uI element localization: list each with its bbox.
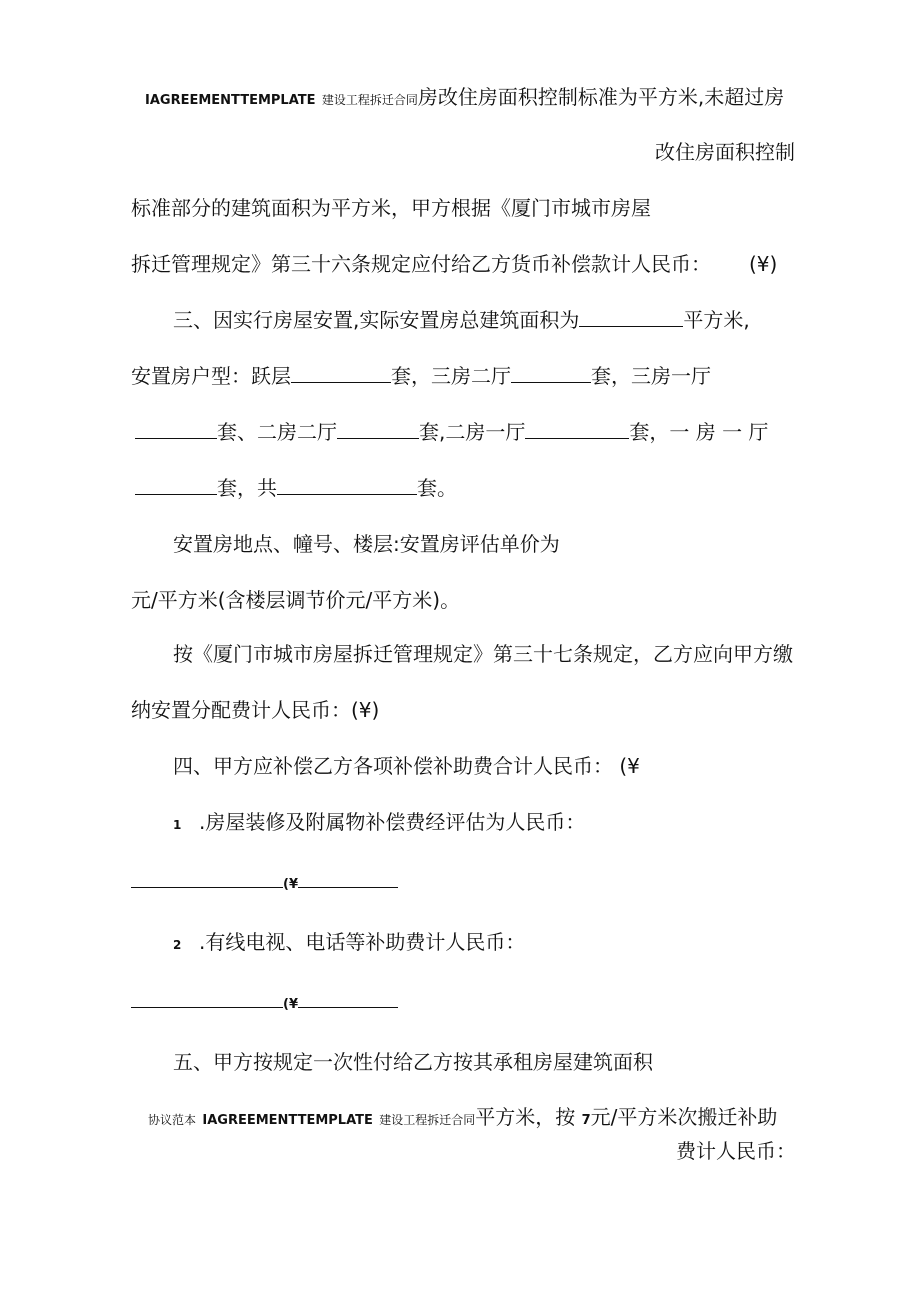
item-number: 1 — [173, 818, 182, 832]
blank-field — [511, 364, 591, 383]
header-text: 房改住房面积控制标准为平方米,未超过房 — [417, 85, 785, 109]
item-number: 2 — [173, 938, 182, 952]
blank-field — [131, 869, 283, 888]
list-item: 2 .有线电视、电话等补助费计人民币： — [173, 929, 525, 958]
footer-line: 协议范本 IAGREEMENTTEMPLATE 建设工程拆迁合同平方米，按 7元/平方米次搬迁补助 — [148, 1105, 778, 1129]
text-line: 改住房面积控制 — [655, 140, 795, 164]
text-line: 标准部分的建筑面积为平方米，甲方根据《厦门市城市房屋 — [131, 196, 651, 220]
text-line: 安置房户型：跃层 套，三房二厅 套，三房一厅 — [131, 364, 711, 388]
section-five: 五、甲方按规定一次性付给乙方按其承租房屋建筑面积 — [173, 1050, 653, 1074]
blank-field — [131, 989, 283, 1008]
text-line: 纳安置分配费计人民币：(¥) — [131, 698, 380, 722]
amount-line — [131, 988, 398, 1018]
template-label-en: IAGREEMENTTEMPLATE — [202, 1113, 373, 1128]
text-line: 按《厦门市城市房屋拆迁管理规定》第三十七条规定，乙方应向甲方缴 — [173, 642, 793, 666]
template-label-cn: 建设工程拆迁合同 — [379, 1113, 476, 1127]
blank-field — [579, 308, 683, 327]
template-label-cn: 建设工程拆迁合同 — [321, 93, 418, 107]
text-line: 元/平方米(含楼层调节价元/平方米)。 — [131, 588, 461, 612]
text-line: 安置房地点、幢号、楼层:安置房评估单价为 — [173, 532, 560, 556]
blank-field — [291, 364, 391, 383]
section-three: 三、因实行房屋安置,实际安置房总建筑面积为 平方米, — [173, 308, 750, 332]
section-four: 四、甲方应补偿乙方各项补偿补助费合计人民币： (¥ — [173, 754, 640, 778]
template-label-en: IAGREEMENTTEMPLATE — [145, 93, 316, 108]
blank-field — [135, 476, 217, 495]
footer-prefix: 协议范本 — [148, 1113, 197, 1127]
list-item: 1 .房屋装修及附属物补偿费经评估为人民币： — [173, 809, 585, 838]
text-line: 套，共 套。 — [135, 475, 457, 501]
text-line: 费计人民币： — [676, 1139, 796, 1163]
blank-field — [298, 869, 398, 888]
yen-label: (¥ — [283, 997, 298, 1012]
blank-field — [277, 476, 417, 495]
text-line: 套、二房二厅 套,二房一厅 套，一 房 一 厅 — [135, 419, 768, 445]
blank-field — [298, 989, 398, 1008]
amount-line — [131, 868, 398, 898]
blank-field — [525, 420, 629, 439]
blank-field — [135, 420, 217, 439]
header-line — [145, 84, 784, 114]
blank-field — [337, 420, 419, 439]
yen-label: (¥ — [283, 877, 298, 892]
text-line: 拆迁管理规定》第三十六条规定应付给乙方货币补偿款计人民币： (¥) — [131, 252, 778, 276]
